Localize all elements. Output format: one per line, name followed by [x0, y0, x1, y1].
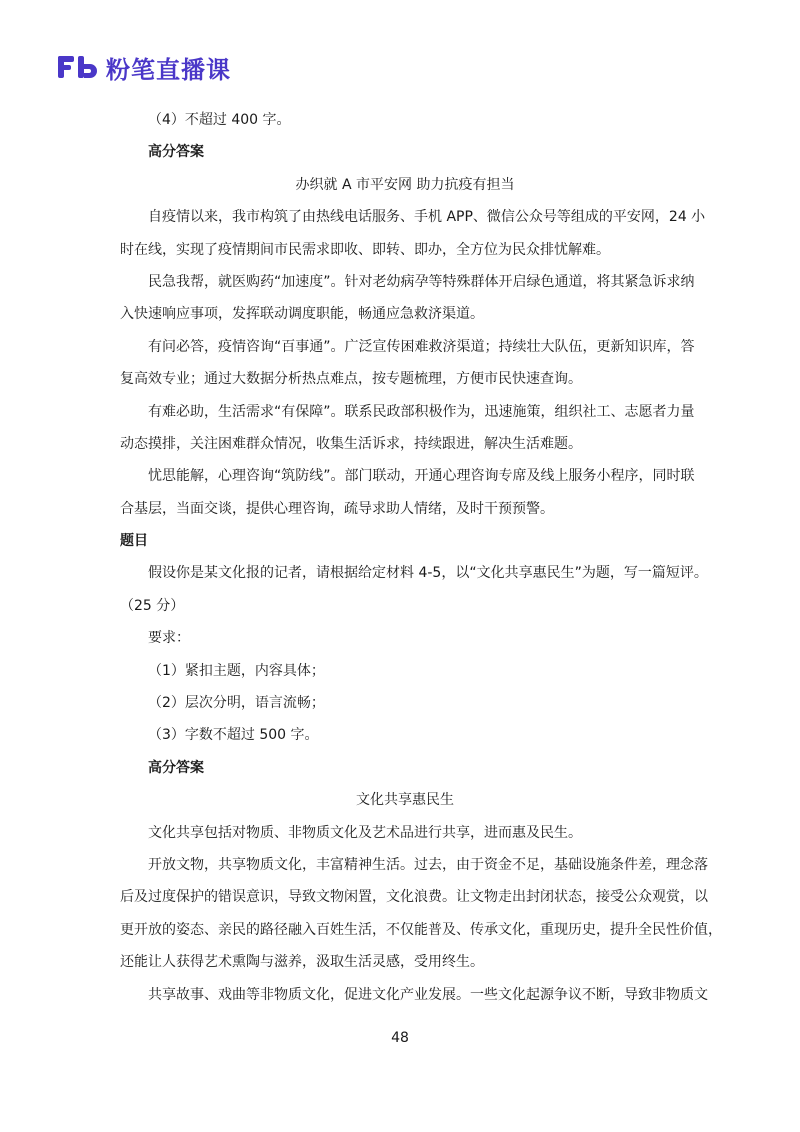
text-line: 合基层，当面交谈，提供心理咨询，疏导求助人情绪，及时干预预警。 — [120, 500, 554, 517]
header — [56, 50, 231, 84]
text-line: 民急我帮，就医购药“加速度”。针对老幼病孕等特殊群体开启绿色通道，将其紧急诉求纳 — [148, 273, 695, 290]
text-line: （3）字数不超过 500 字。 — [148, 727, 319, 744]
text-line: （4）不超过 400 字。 — [148, 112, 291, 128]
text-line: 高分答案 — [148, 759, 204, 776]
text-line: 后及过度保护的错误意识，导致文物闲置，文化浪费。让文物走出封闭状态，接受公众观赏，以 — [120, 889, 708, 906]
text-line: （25 分） — [120, 597, 185, 614]
text-line: 自疫情以来，我市构筑了由热线电话服务、手机 APP、微信公众号等组成的平安网，24 小 — [148, 209, 706, 226]
text-line: 有问必答，疫情咨询“百事通”。广泛宣传困难救济渠道；持续壮大队伍，更新知识库，答 — [148, 338, 695, 355]
text-line: 开放文物，共享物质文化，丰富精神生活。过去，由于资金不足，基础设施条件差，理念落 — [148, 856, 708, 873]
text-line: 文化共享惠民生 — [356, 792, 454, 809]
brand-name: 粉笔直播课 — [106, 55, 231, 84]
text-line: 更开放的姿态、亲民的路径融入百姓生活，不仅能普及、传承文化，重现历史，提升全民性价值， — [120, 921, 722, 938]
text-line: 时在线，实现了疫情期间市民需求即收、即转、即办，全方位为民众排忧解难。 — [120, 241, 610, 258]
text-line: 题目 — [120, 533, 148, 550]
text-line: 还能让人获得艺术熏陶与滋养，汲取生活灵感，受用终生。 — [120, 954, 484, 971]
text-line: 假设你是某文化报的记者，请根据给定材料 4-5，以“文化共享惠民生”为题，写一篇短评。 — [148, 565, 708, 582]
text-line: 办织就 A 市平安网 助力抗疫有担当 — [295, 176, 515, 193]
text-line: 共享故事、戏曲等非物质文化，促进文化产业发展。一些文化起源争议不断，导致非物质文 — [148, 986, 708, 1003]
text-line: 动态摸排，关注困难群众情况，收集生活诉求，持续跟进，解决生活难题。 — [120, 435, 582, 452]
fb-logo-icon — [56, 53, 100, 81]
text-line: 高分答案 — [148, 144, 204, 161]
text-line: 复高效专业；通过大数据分析热点难点，按专题梳理，方便市民快速查询。 — [120, 371, 582, 388]
text-line: 文化共享包括对物质、非物质文化及艺术品进行共享，进而惠及民生。 — [148, 824, 582, 841]
text-line: 入快速响应事项，发挥联动调度职能，畅通应急救济渠道。 — [120, 306, 484, 323]
page-number: 48 — [391, 1030, 409, 1046]
text-line: 要求： — [148, 630, 190, 647]
document-body — [120, 104, 722, 1011]
text-line: 忧思能解，心理咨询“筑防线”。部门联动，开通心理咨询专席及线上服务小程序，同时联 — [148, 468, 695, 485]
text-line: （1）紧扣主题，内容具体； — [148, 662, 325, 679]
text-line: 有难必助，生活需求“有保障”。联系民政部积极作为，迅速施策，组织社工、志愿者力量 — [148, 403, 695, 420]
text-line: （2）层次分明，语言流畅； — [148, 695, 325, 712]
